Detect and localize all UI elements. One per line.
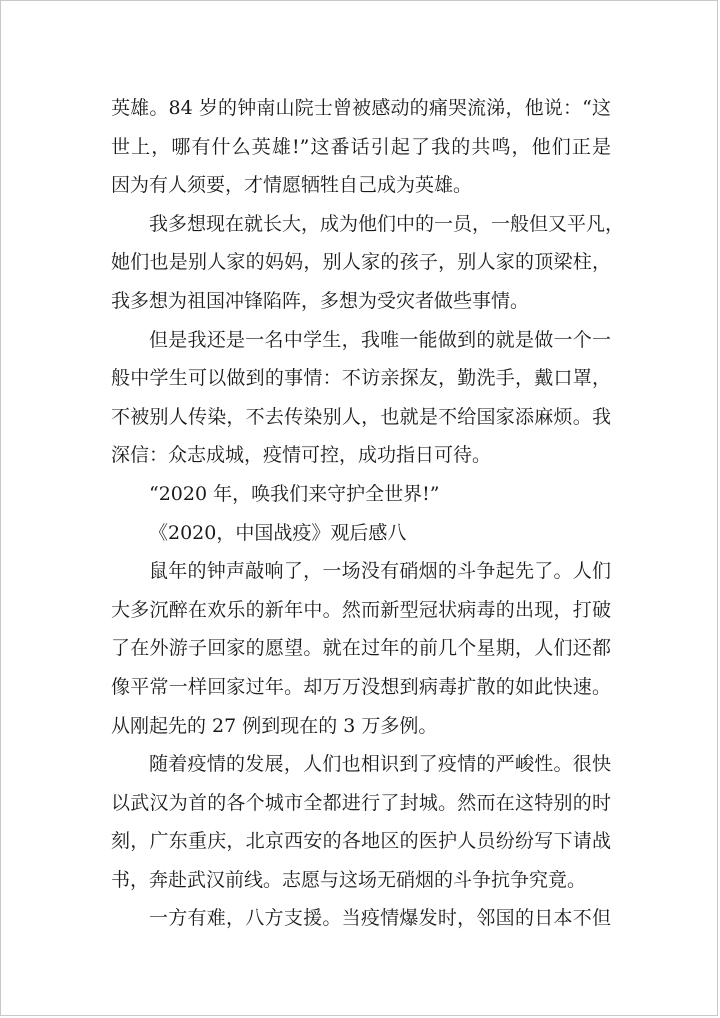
- text-line: 英雄。84 岁的钟南山院士曾被感动的痛哭流涕，他说：“这: [111, 97, 611, 119]
- text-line: 书，奔赴武汉前线。志愿与这场无硝烟的斗争抗争究竟。: [111, 868, 587, 891]
- text-line: 因为有人须要，才情愿牺牲自己成为英雄。: [111, 174, 473, 197]
- text-line: 像平常一样回家过年。却万万没想到病毒扩散的如此快速。: [111, 675, 611, 698]
- text-line: 随着疫情的发展，人们也相识到了疫情的严峻性。很快: [149, 753, 611, 776]
- section-title: 《2020，中国战疫》观后感八: [149, 521, 407, 544]
- text-line: 以武汉为首的各个城市全都进行了封城。然而在这特别的时: [111, 791, 611, 814]
- quote-line: “2020 年，唤我们来守护全世界!”: [149, 482, 440, 505]
- text-line: 我多想现在就长大，成为他们中的一员，一般但又平凡，: [149, 212, 625, 235]
- text-line: 世上，哪有什么英雄!”这番话引起了我的共鸣，他们正是: [111, 135, 611, 158]
- text-line: 不被别人传染，不去传染别人，也就是不给国家添麻烦。我: [111, 405, 611, 428]
- text-line: 我多想为祖国冲锋陷阵，多想为受灾者做些事情。: [111, 289, 530, 312]
- text-line: 了在外游子回家的愿望。就在过年的前几个星期，人们还都: [111, 637, 611, 660]
- text-line: 般中学生可以做到的事情：不访亲探友，勤洗手，戴口罩，: [111, 367, 611, 390]
- text-line: 她们也是别人家的妈妈，别人家的孩子，别人家的顶梁柱，: [111, 251, 611, 274]
- text-line: 但是我还是一名中学生，我唯一能做到的就是做一个一: [149, 328, 611, 351]
- text-line: 大多沉醉在欢乐的新年中。然而新型冠状病毒的出现，打破: [111, 598, 611, 621]
- text-line: 一方有难，八方支援。当疫情爆发时，邻国的日本不但: [149, 907, 611, 930]
- text-line: 鼠年的钟声敲响了，一场没有硝烟的斗争起先了。人们: [149, 560, 611, 583]
- document-body: [111, 89, 625, 938]
- text-line: 从刚起先的 27 例到现在的 3 万多例。: [111, 714, 438, 737]
- text-line: 深信：众志成城，疫情可控，成功指日可待。: [111, 444, 492, 467]
- text-line: 刻，广东重庆，北京西安的各地区的医护人员纷纷写下请战: [111, 830, 611, 853]
